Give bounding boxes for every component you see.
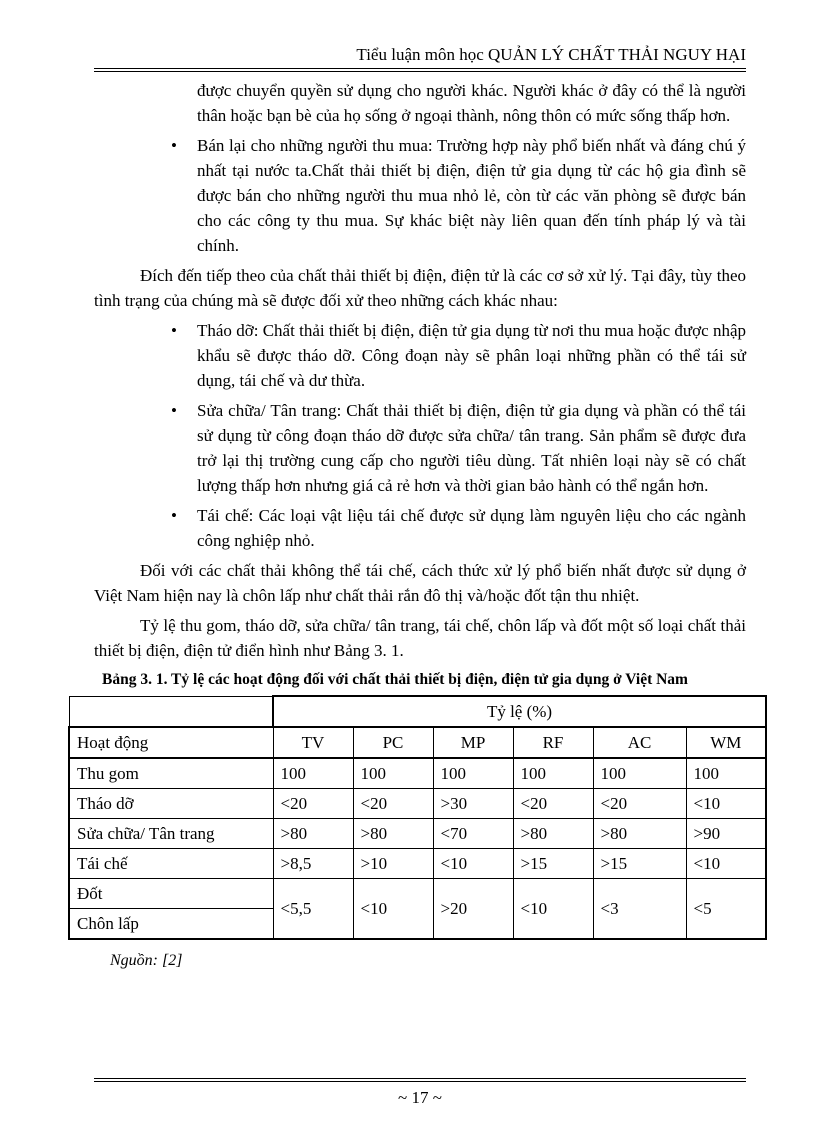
cell-value: 100 (593, 758, 686, 789)
bullet-item-text: Tháo dỡ: Chất thải thiết bị điện, điện tử gia dụng từ nơi thu mua hoặc được nhập khẩu sẽ được tháo dỡ. Công đoạn này sẽ phân loại những phần có thể tái sử dụng, tái chế và dư thừa. (197, 321, 746, 390)
page-content (77, 78, 746, 970)
page-frame (77, 44, 746, 970)
bullet-icon: • (171, 506, 177, 525)
cell-value: <10 (513, 879, 593, 940)
row-label: Tháo dỡ (69, 789, 273, 819)
cell-value: <3 (593, 879, 686, 940)
paragraph-landfill: Đối với các chất thải không thể tái chế, cách thức xử lý phổ biến nhất được sử dụng ở Việt Nam hiện nay là chôn lấp như chất thải rắn đô thị và/hoặc đốt tận thu nhiệt. (94, 561, 746, 605)
paragraph-continuation: được chuyển quyền sử dụng cho người khác. Người khác ở đây có thể là người thân hoặc bạn bè của họ sống ở ngoại thành, nông thôn có mức sống thấp hơn. (197, 81, 746, 125)
row-label: Sửa chữa/ Tân trang (69, 819, 273, 849)
paragraph-destination: Đích đến tiếp theo của chất thải thiết bị điện, điện tử là các cơ sở xử lý. Tại đây, tùy theo tình trạng của chúng mà sẽ được đối xử theo những cách khác nhau: (94, 266, 746, 310)
cell-value: 100 (513, 758, 593, 789)
cell-value: 100 (273, 758, 353, 789)
cell-value: <5 (686, 879, 766, 940)
cell-value: >30 (433, 789, 513, 819)
column-header: MP (433, 727, 513, 758)
cell-value: >80 (273, 819, 353, 849)
page-footer (94, 1078, 746, 1108)
table-row-group-header (69, 696, 766, 727)
cell-value: <20 (513, 789, 593, 819)
cell-value: <10 (686, 849, 766, 879)
column-header: PC (353, 727, 433, 758)
cell-value: 100 (686, 758, 766, 789)
cell-value: >10 (353, 849, 433, 879)
row-label: Đốt (69, 879, 273, 909)
bullet-item-text: Bán lại cho những người thu mua: Trường hợp này phổ biến nhất và đáng chú ý nhất tại nước ta.Chất thải thiết bị điện, điện tử gia dụng từ các hộ gia đình sẽ được bán cho những người thu mua nhỏ lẻ, còn từ các văn phòng sẽ được bán cho các công ty thu mua. Sự khác biệt này liên quan đến tính pháp lý và tài chính. (197, 136, 746, 255)
bullet-item-resale (94, 133, 746, 258)
cell-value: <5,5 (273, 879, 353, 940)
cell-value: >80 (513, 819, 593, 849)
cell-value: 100 (353, 758, 433, 789)
page-number: ~ 17 ~ (398, 1088, 442, 1107)
bullet-icon: • (171, 136, 177, 155)
cell-value: <10 (686, 789, 766, 819)
column-header: WM (686, 727, 766, 758)
cell-value: <10 (433, 849, 513, 879)
page-header (94, 44, 746, 72)
bullet-item-repair (94, 398, 746, 498)
cell-value: <70 (433, 819, 513, 849)
table-row (69, 789, 766, 819)
header-title: Tiểu luận môn học QUẢN LÝ CHẤT THẢI NGUY HẠI (356, 45, 746, 64)
cell-value: <20 (273, 789, 353, 819)
bullet-list-processing (94, 318, 746, 553)
blank-cell (69, 696, 273, 727)
column-header: TV (273, 727, 353, 758)
column-header: RF (513, 727, 593, 758)
table-row (69, 758, 766, 789)
bullet-list-collection (94, 133, 746, 258)
table-source-note: Nguồn: [2] (110, 952, 183, 969)
cell-value: >90 (686, 819, 766, 849)
table-row (69, 819, 766, 849)
cell-value: <10 (353, 879, 433, 940)
cell-value: >8,5 (273, 849, 353, 879)
row-label: Chôn lấp (69, 909, 273, 940)
group-header-cell: Tỷ lệ (%) (273, 696, 766, 727)
table-row (69, 879, 766, 909)
cell-value: 100 (433, 758, 513, 789)
paragraph-rates: Tỷ lệ thu gom, tháo dỡ, sửa chữa/ tân trang, tái chế, chôn lấp và đốt một số loại chất thải thiết bị điện, điện tử điển hình như Bảng 3. 1. (94, 616, 746, 660)
row-label: Thu gom (69, 758, 273, 789)
cell-value: <20 (353, 789, 433, 819)
cell-value: >15 (513, 849, 593, 879)
table-caption: Bảng 3. 1. Tỷ lệ các hoạt động đối với chất thải thiết bị điện, điện tử gia dụng ở Việt Nam (102, 671, 688, 688)
column-header: AC (593, 727, 686, 758)
bullet-item-text: Sửa chữa/ Tân trang: Chất thải thiết bị điện, điện tử gia dụng và phần có thể tái sử dụng từ công đoạn tháo dỡ được sửa chữa/ tân trang. Sản phẩm sẽ được đưa trở lại thị trường cung cấp cho người tiêu dùng. Tất nhiên loại này sẽ có chất lượng thấp hơn nhưng giá cả rẻ hơn và thời gian bảo hành có thể ngắn hơn. (197, 401, 746, 495)
column-header-activity: Hoạt động (69, 727, 273, 758)
cell-value: >80 (353, 819, 433, 849)
bullet-icon: • (171, 321, 177, 340)
bullet-item-dismantle (94, 318, 746, 393)
bullet-item-text: Tái chế: Các loại vật liệu tái chế được sử dụng làm nguyên liệu cho các ngành công nghiệp nhỏ. (197, 506, 746, 550)
row-label: Tái chế (69, 849, 273, 879)
cell-value: >15 (593, 849, 686, 879)
bullet-item-recycle (94, 503, 746, 553)
cell-value: >20 (433, 879, 513, 940)
cell-value: >80 (593, 819, 686, 849)
cell-value: <20 (593, 789, 686, 819)
table-row (69, 849, 766, 879)
rates-table (68, 695, 767, 940)
table-row-column-headers (69, 727, 766, 758)
bullet-icon: • (171, 401, 177, 420)
